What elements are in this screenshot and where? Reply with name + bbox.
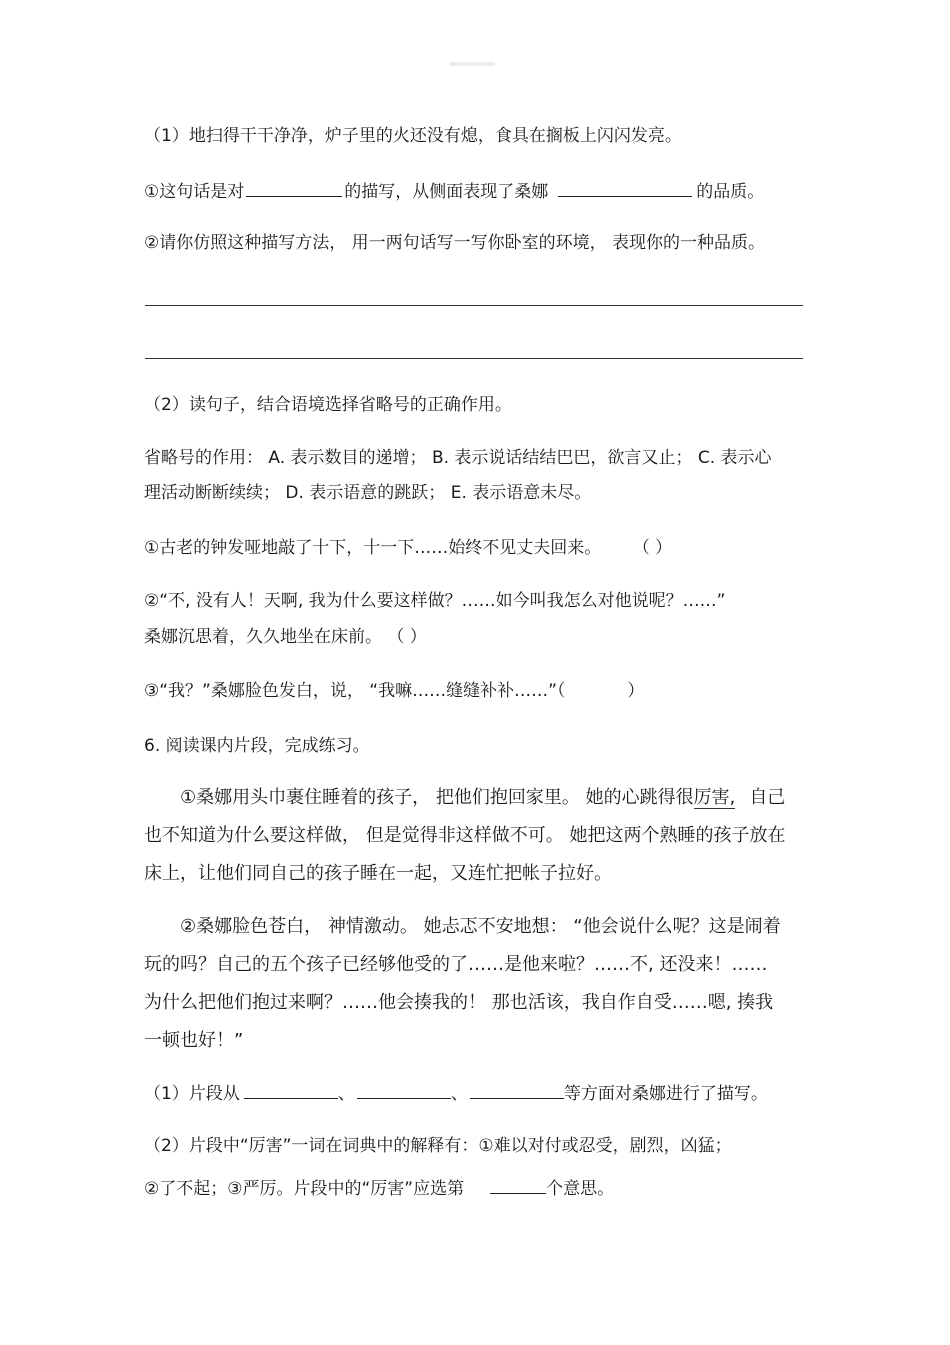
passage-1-line1 (180, 787, 785, 809)
passage-1-line3: 床上，让他们同自己的孩子睡在一起，又连忙把帐子拉好。 (144, 863, 612, 884)
q6-sub2-line1: （2）片段中“厉害”一词在词典中的解释有：①难以对付或忍受，剧烈，凶猛； (144, 1136, 732, 1156)
answer-blank[interactable] (244, 1082, 338, 1099)
q2-sentence-2-line2[interactable]: 桑娜沉思着，久久地坐在床前。 （ ） (144, 627, 427, 647)
passage-1-text-a: ①桑娜用头巾裹住睡着的孩子， 把他们抱回家里。 她的心跳得很 (180, 787, 694, 808)
passage-2-line2: 玩的吗？自己的五个孩子已经够他受的了……是他来啦？……不, 还没来！…… (144, 954, 768, 975)
q6-sub1-text-a: （1）片段从 (144, 1084, 240, 1104)
q2-sentence-3 (144, 680, 644, 702)
answer-paren[interactable]: （ ） (641, 538, 673, 558)
passage-1-line2: 也不知道为什么要这样做， 但是觉得非这样做不可。 她把这两个熟睡的孩子放在 (144, 825, 786, 846)
q1-item1-text-c: 的品质。 (696, 182, 765, 202)
q1-sentence: （1）地扫得干干净净，炉子里的火还没有熄，食具在搁板上闪闪发亮。 (144, 126, 682, 146)
q2-s1-text: ①古老的钟发哑地敲了十下，十一下……始终不见丈夫回来。 (144, 538, 602, 558)
q6-sub2-text-a: ②了不起；③严厉。片段中的“厉害”应选第 (144, 1179, 465, 1199)
answer-blank[interactable] (470, 1082, 564, 1099)
separator: 、 (450, 1084, 468, 1104)
answer-paren-close[interactable]: ） (627, 681, 645, 701)
separator: 、 (337, 1084, 355, 1104)
q1-item1-text-b: 的描写，从侧面表现了桑娜 (344, 182, 549, 202)
header-mark (450, 62, 495, 66)
underlined-word: 厉害, (693, 787, 736, 808)
q2-sentence-1 (144, 537, 672, 559)
writing-line[interactable] (145, 305, 803, 306)
answer-blank[interactable] (558, 180, 692, 197)
writing-line[interactable] (145, 358, 803, 359)
q2-title: （2）读句子，结合语境选择省略号的正确作用。 (144, 395, 512, 415)
q6-sub1 (144, 1082, 768, 1105)
passage-2-line4: 一顿也好！” (144, 1030, 244, 1051)
q2-options-line1: 省略号的作用： A. 表示数目的递增； B. 表示说话结结巴巴，欲言又止； C. 表示心 (144, 448, 772, 468)
answer-blank[interactable] (490, 1177, 546, 1194)
q2-options-line2: 理活动断断续续； D. 表示语意的跳跃； E. 表示语意未尽。 (144, 483, 592, 503)
q1-item2: ②请你仿照这种描写方法， 用一两句话写一写你卧室的环境， 表现你的一种品质。 (144, 233, 766, 253)
passage-2-line1: ②桑娜脸色苍白， 神情激动。 她忐忑不安地想： “他会说什么呢？这是闹着 (180, 916, 781, 937)
q6-title: 6. 阅读课内片段，完成练习。 (144, 736, 370, 756)
q1-item1 (144, 180, 764, 203)
q6-sub1-text-b: 等方面对桑娜进行了描写。 (563, 1084, 768, 1104)
passage-1-text-b: 自己 (749, 787, 786, 808)
answer-blank[interactable] (246, 180, 342, 197)
q6-sub2-text-b: 个意思。 (546, 1179, 615, 1199)
passage-2-line3: 为什么把他们抱过来啊？……他会揍我的！ 那也活该，我自作自受……嗯, 揍我 (144, 992, 774, 1013)
q2-s3-text: ③“我？”桑娜脸色发白，说， “我嘛……缝缝补补……”（ (144, 681, 566, 701)
answer-blank[interactable] (357, 1082, 451, 1099)
q2-sentence-2-line1: ②“不, 没有人！天啊, 我为什么要这样做？……如今叫我怎么对他说呢？……” (144, 591, 726, 611)
q6-sub2-line2 (144, 1177, 614, 1200)
q1-item1-text-a: ①这句话是对 (144, 182, 245, 202)
